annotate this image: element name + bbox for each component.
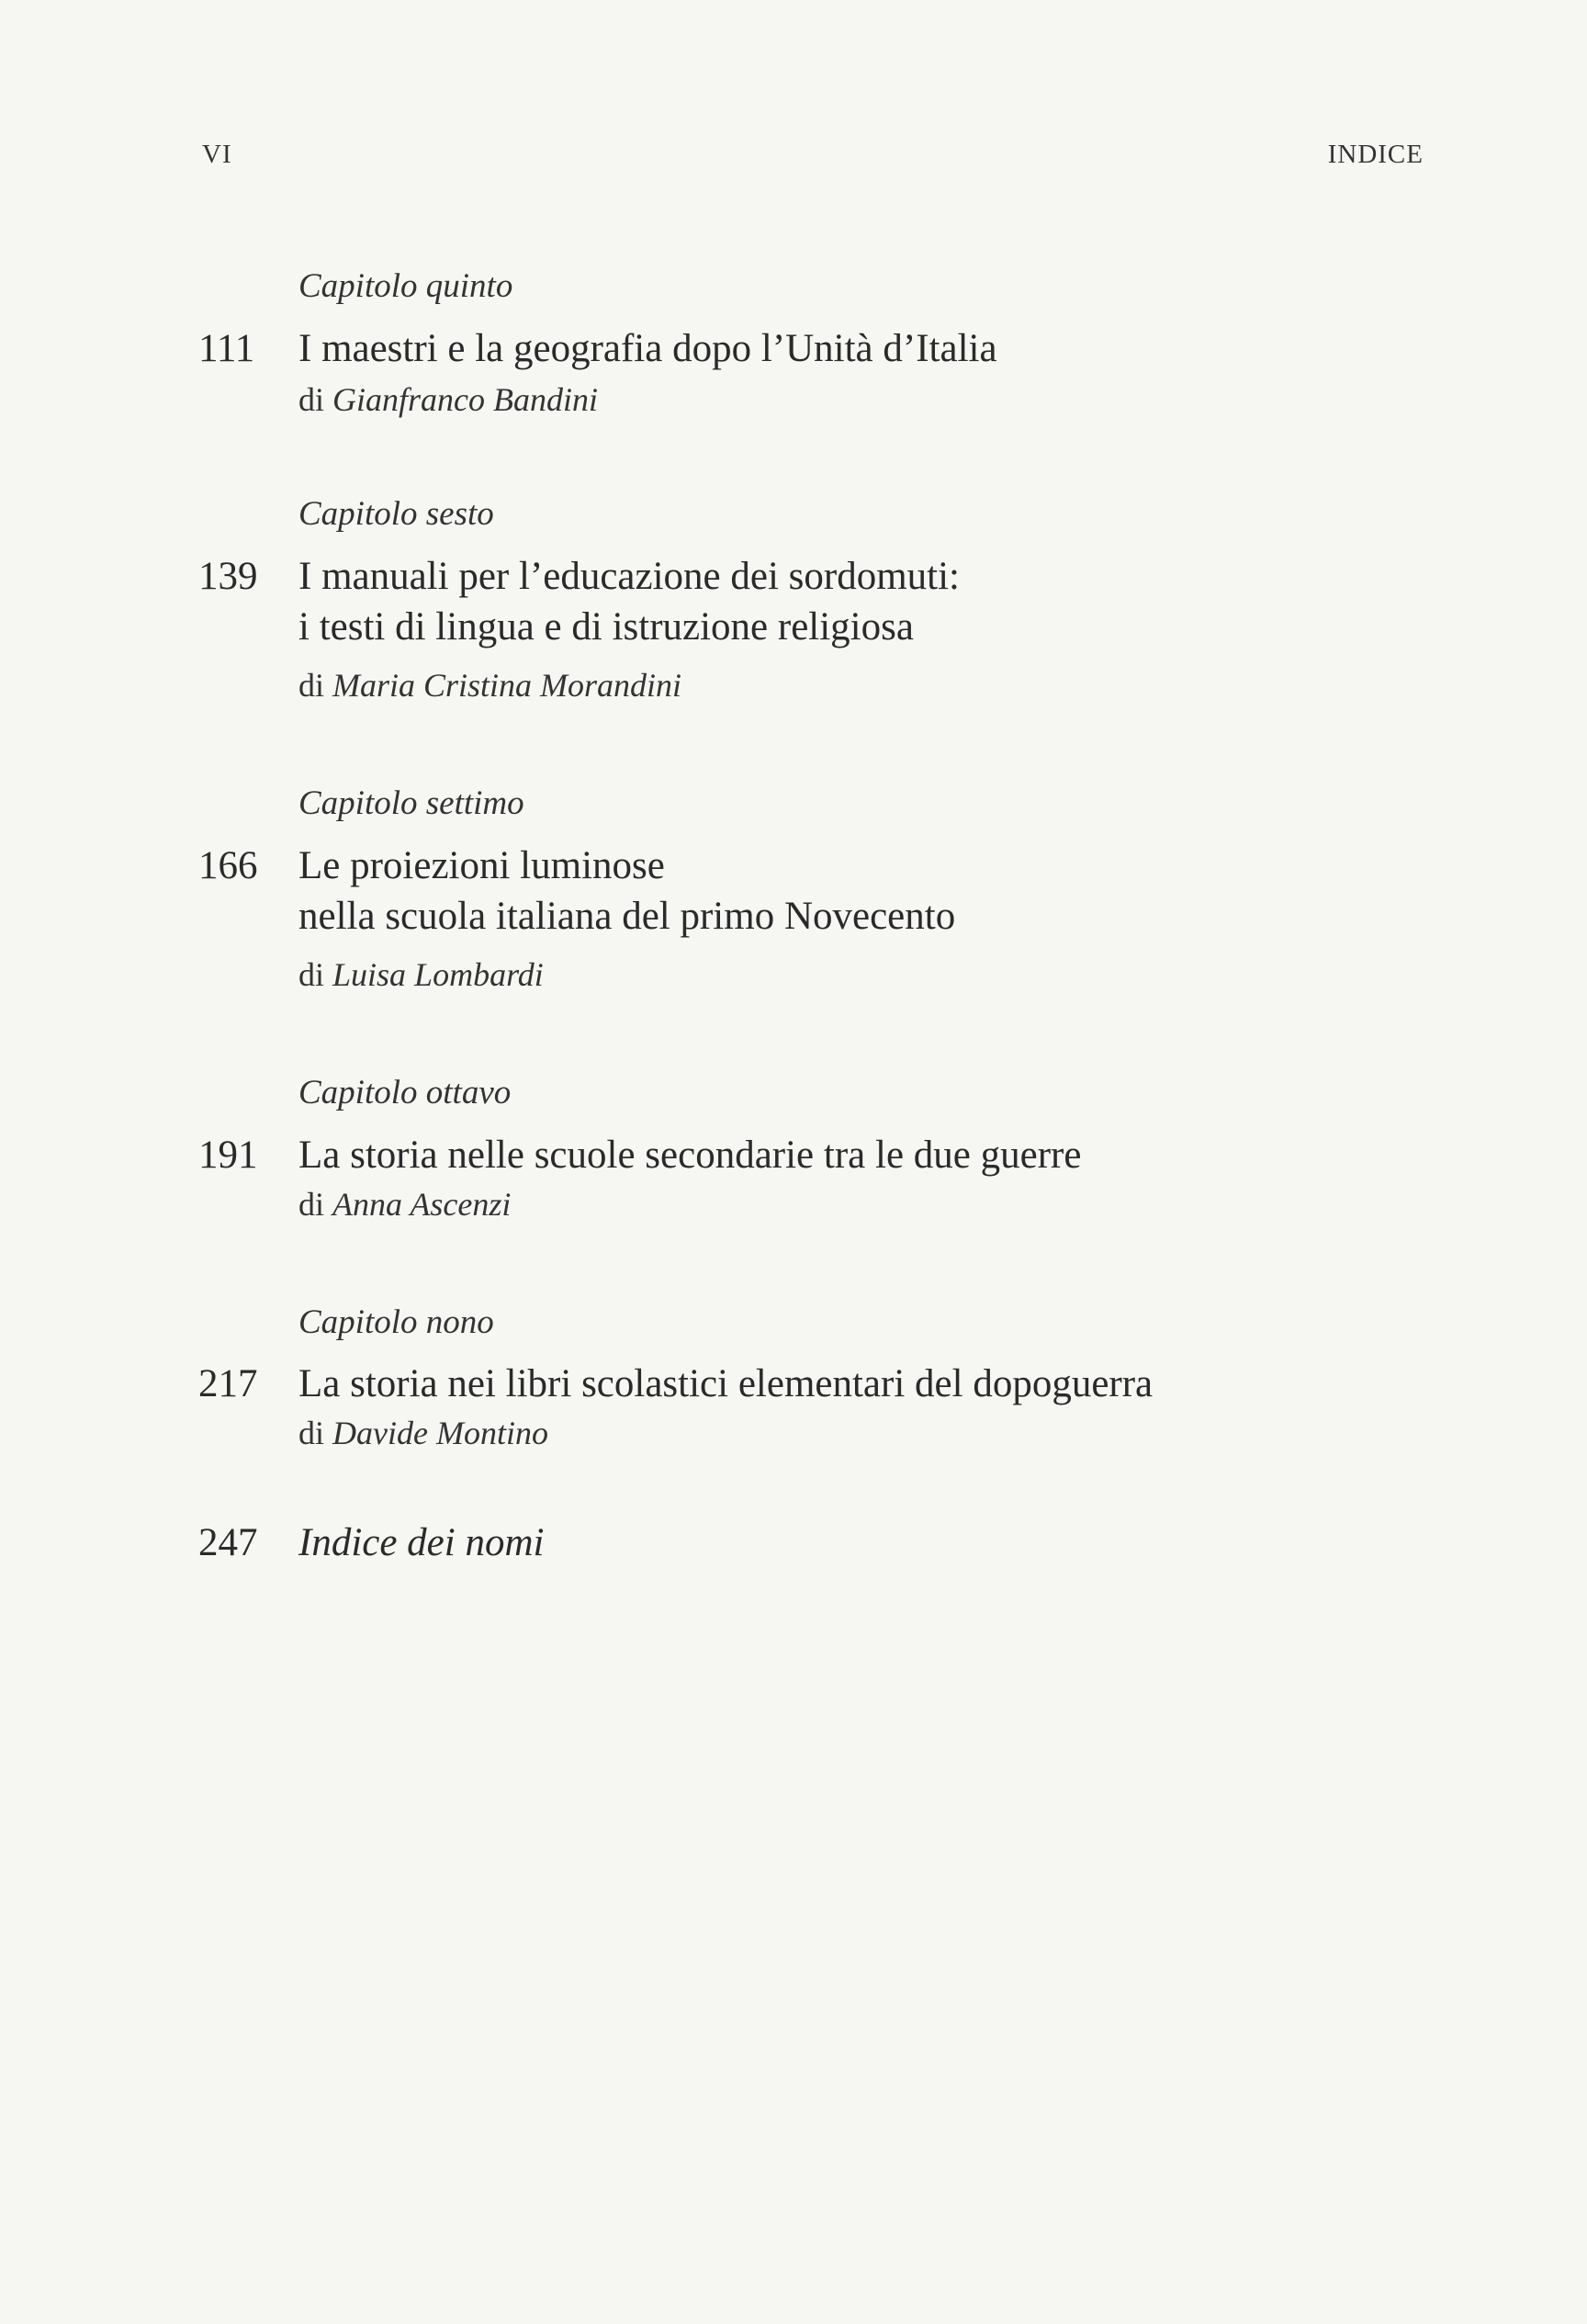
chapter-title-line: i testi di lingua e di istruzione religiosa (298, 605, 914, 649)
author-name: Maria Cristina Morandini (332, 667, 682, 704)
chapter-title-line: La storia nei libri scolastici elementari del dopoguerra (298, 1362, 1154, 1405)
chapter-label: Capitolo settimo (298, 784, 524, 822)
chapter-title-line: I manuali per l’educazione dei sordomuti: (298, 555, 960, 598)
index-title: Indice dei nomi (298, 1521, 545, 1564)
author-prefix: di (298, 1415, 325, 1451)
chapter-title-line: Le proiezioni luminose (298, 844, 665, 887)
chapter-label: Capitolo ottavo (298, 1074, 512, 1111)
author-prefix: di (298, 1186, 325, 1223)
chapter-author (298, 955, 544, 994)
chapter-author (298, 1414, 548, 1452)
chapter-author (298, 380, 598, 419)
chapter-author (298, 666, 681, 705)
author-name: Luisa Lombardi (332, 956, 544, 993)
chapter-label: Capitolo quinto (298, 267, 513, 305)
chapter-title-line: La storia nelle scuole secondarie tra le due guerre (298, 1134, 1082, 1177)
toc-page-number: 111 (198, 327, 255, 370)
toc-page-number: 191 (198, 1134, 258, 1177)
author-prefix: di (298, 956, 325, 993)
toc-page-number: 139 (198, 555, 258, 598)
chapter-label: Capitolo nono (298, 1303, 494, 1341)
running-title: INDICE (1327, 140, 1424, 169)
chapter-author (298, 1185, 511, 1224)
author-prefix: di (298, 667, 325, 704)
toc-page-number: 217 (198, 1362, 258, 1405)
author-prefix: di (298, 381, 325, 418)
toc-page-number: 166 (198, 844, 258, 887)
toc-page-number: 247 (198, 1521, 258, 1564)
page-number: VI (202, 140, 232, 169)
author-name: Davide Montino (332, 1415, 548, 1451)
chapter-label: Capitolo sesto (298, 495, 494, 533)
chapter-title-line: I maestri e la geografia dopo l’Unità d’Italia (298, 327, 997, 370)
chapter-title-line: nella scuola italiana del primo Novecento (298, 895, 956, 938)
author-name: Gianfranco Bandini (332, 381, 598, 418)
author-name: Anna Ascenzi (332, 1186, 512, 1223)
